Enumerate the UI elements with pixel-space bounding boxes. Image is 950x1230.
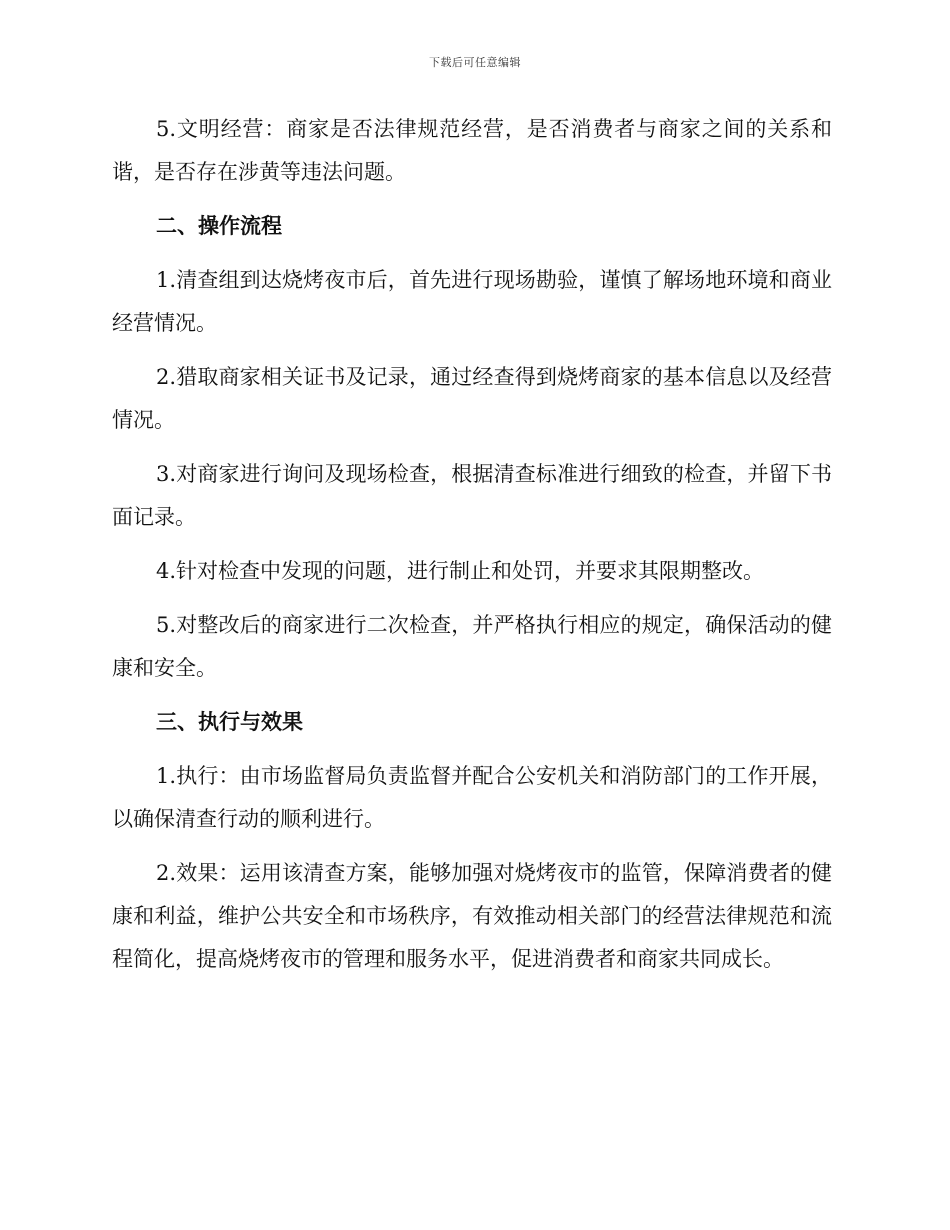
paragraph-effect: 2.效果：运用该清查方案，能够加强对烧烤夜市的监管，保障消费者的健康和利益，维护公共安全和市场秩序，有效推动相关部门的经营法律规范和流程简化，提高烧烤夜市的管理和服务水平，促进消费者和商家共同成长。 — [112, 861, 832, 971]
paragraph-procedure-step-4: 4.针对检查中发现的问题，进行制止和处罚，并要求其限期整改。 — [156, 559, 765, 583]
paragraph-civilized-operation: 5.文明经营：商家是否法律规范经营，是否消费者与商家之间的关系和谐，是否存在涉黄等违法问题。 — [112, 117, 832, 184]
paragraph-procedure-step-1: 1.清查组到达烧烤夜市后，首先进行现场勘验，谨慎了解场地环境和商业经营情况。 — [112, 268, 832, 335]
section-heading-procedure: 二、操作流程 — [156, 214, 282, 238]
paragraph-procedure-step-5: 5.对整改后的商家进行二次检查，并严格执行相应的规定，确保活动的健康和安全。 — [112, 613, 832, 680]
section-heading-execution: 三、执行与效果 — [156, 710, 303, 734]
document-body — [112, 108, 832, 992]
paragraph-execution: 1.执行：由市场监督局负责监督并配合公安机关和消防部门的工作开展，以确保清查行动的顺利进行。 — [112, 764, 832, 831]
paragraph-procedure-step-3: 3.对商家进行询问及现场检查，根据清查标准进行细致的检查，并留下书面记录。 — [112, 462, 832, 529]
header-note: 下载后可任意编辑 — [429, 56, 521, 69]
paragraph-procedure-step-2: 2.猎取商家相关证书及记录，通过经查得到烧烤商家的基本信息以及经营情况。 — [112, 365, 832, 432]
